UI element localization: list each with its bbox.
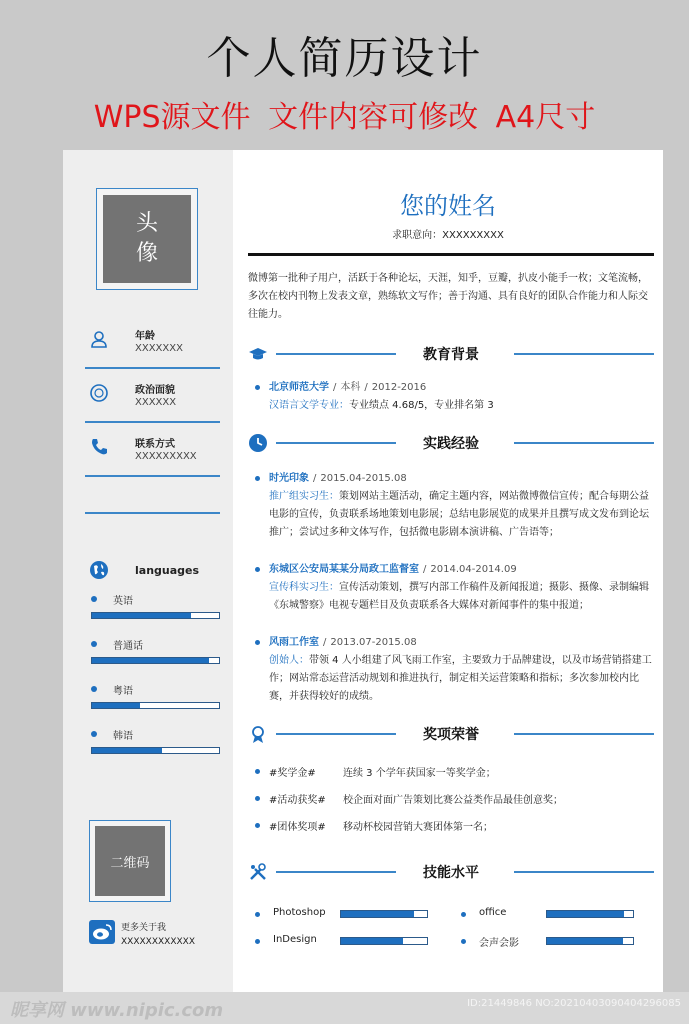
study-years: 2012-2016	[371, 382, 427, 393]
watermark-id: ID:21449846 NO:20210403090404296085	[467, 998, 681, 1009]
skill-name: InDesign	[273, 934, 317, 945]
language-fill	[92, 748, 162, 753]
skill-bar	[340, 910, 428, 918]
skill-bar	[546, 937, 634, 945]
bullet-dot	[255, 796, 260, 801]
info-value: XXXXXXXXX	[135, 451, 197, 462]
banner-title: 个人简历设计	[206, 33, 483, 84]
section-line	[514, 353, 654, 355]
photo-placeholder[interactable]	[103, 195, 191, 283]
bullet-dot	[91, 641, 97, 647]
practice-entry: 风雨工作室 / 2013.07-2015.08 创始人：带领 4 人小组建了风飞雨工作室，主要致力于品牌建设，以及市场营销搭建工作；网站常态运营活动规划和推进执行，制定相关运营策略和指标；多次参加校内比赛，并获得较好的成绩。	[255, 634, 655, 706]
language-name: 粤语	[113, 686, 133, 697]
skill-name: office	[479, 907, 507, 918]
language-name: 韩语	[113, 731, 133, 742]
skill-item	[255, 934, 445, 952]
qr-code-placeholder[interactable]: 二维码	[95, 826, 165, 896]
info-label: 年龄	[135, 331, 155, 342]
education-entry: 北京师范大学 / 本科 / 2012-2016 汉语言文学专业：专业绩点 4.68/5，专业排名第 3	[255, 379, 655, 415]
section-line	[276, 442, 396, 444]
header-rule	[248, 253, 654, 256]
section-awards	[248, 722, 654, 746]
info-value: XXXXXX	[135, 397, 177, 408]
practice-period: 2015.04-2015.08	[320, 473, 407, 484]
graduation-cap-icon	[248, 344, 268, 364]
bullet-dot	[255, 385, 260, 390]
bullet-dot	[91, 731, 97, 737]
user-icon	[89, 329, 109, 349]
skill-bar	[340, 937, 428, 945]
bullet-dot	[91, 596, 97, 602]
bullet-dot	[91, 686, 97, 692]
skill-fill	[547, 938, 623, 944]
language-bar	[91, 747, 220, 754]
photo-text-1: 头	[135, 211, 158, 236]
language-name: 普通话	[113, 641, 143, 652]
section-title: 奖项荣誉	[423, 727, 479, 743]
major-detail: 专业绩点 4.68/5，专业排名第 3	[349, 400, 494, 411]
info-value: XXXXXXX	[135, 343, 183, 354]
section-title: 技能水平	[423, 865, 479, 881]
section-line	[514, 871, 654, 873]
section-line	[514, 733, 654, 735]
bullet-dot	[255, 567, 260, 572]
languages-title: languages	[135, 564, 200, 577]
info-contact	[85, 433, 220, 477]
major: 汉语言文学专业：	[269, 400, 349, 411]
language-fill	[92, 703, 140, 708]
clock-icon	[248, 433, 268, 453]
section-education	[248, 342, 654, 366]
globe-icon	[89, 560, 109, 580]
award-desc: 校企面对面广告策划比赛公益类作品最佳创意奖；	[343, 795, 563, 806]
practice-entry: 时光印象 / 2015.04-2015.08 推广组实习生：策划网站主题活动，确定主题内容，网站微博微信宣传；配合每期公益电影的宣传，负责联系场地策划电影展；总结电影展览的成果并且撰写成文发布到论坛推广；尝试过多种文体写作，包括微电影剧本演讲稿、广告语等；	[255, 470, 655, 542]
job-intent: 求职意向：XXXXXXXXX	[392, 230, 504, 241]
photo-text-2: 像	[135, 241, 158, 266]
language-item	[91, 592, 221, 622]
language-bar	[91, 702, 220, 709]
weibo-icon[interactable]	[89, 920, 115, 944]
weibo-value: XXXXXXXXXXXX	[121, 937, 195, 947]
award-tag: #团体奖项#	[269, 822, 326, 833]
skill-fill	[341, 938, 403, 944]
skill-item	[461, 907, 651, 925]
badge-icon	[89, 383, 109, 403]
info-age	[85, 325, 220, 369]
bullet-dot	[461, 912, 466, 917]
language-fill	[92, 658, 209, 663]
practice-period: 2013.07-2015.08	[330, 637, 417, 648]
bullet-dot	[255, 640, 260, 645]
photo-frame	[96, 188, 198, 290]
practice-role: 创始人：	[269, 655, 309, 666]
bullet-dot	[255, 823, 260, 828]
weibo-label: 更多关于我	[121, 923, 167, 933]
resume-page	[63, 150, 663, 998]
info-label: 政治面貌	[135, 385, 175, 396]
practice-org: 风雨工作室	[269, 637, 319, 648]
sidebar-divider	[85, 512, 220, 514]
language-item	[91, 637, 221, 667]
practice-role: 推广组实习生：	[269, 491, 339, 502]
bullet-dot	[461, 939, 466, 944]
language-item	[91, 727, 221, 757]
section-title: 教育背景	[423, 347, 479, 363]
skill-fill	[547, 911, 624, 917]
phone-icon	[89, 437, 109, 457]
section-skills	[248, 860, 654, 884]
practice-org: 东城区公安局某某分局政工监督室	[269, 564, 419, 575]
bullet-dot	[255, 769, 260, 774]
bullet-dot	[255, 912, 260, 917]
degree: 本科	[340, 382, 361, 393]
section-line	[276, 353, 396, 355]
bullet-dot	[255, 476, 260, 481]
info-label: 联系方式	[135, 439, 175, 450]
candidate-name: 您的姓名	[400, 192, 496, 220]
qr-frame	[89, 820, 171, 902]
practice-role: 宣传科实习生：	[269, 582, 339, 593]
section-line	[276, 871, 396, 873]
medal-icon	[248, 724, 268, 744]
skill-item	[461, 934, 651, 952]
self-intro: 微博第一批种子用户，活跃于各种论坛，天涯，知乎，豆瓣，扒皮小能手一枚；文笔流畅，多次在校内刊物上发表文章，熟练软文写作；善于沟通、具有良好的团队合作能力和人际交往能力。	[248, 273, 648, 320]
section-practice	[248, 431, 654, 455]
school-name: 北京师范大学	[269, 382, 329, 393]
award-tag: #活动获奖#	[269, 795, 326, 806]
section-title: 实践经验	[423, 436, 479, 452]
info-political	[85, 379, 220, 423]
tools-icon	[248, 862, 268, 882]
skill-item	[255, 907, 445, 925]
banner-subtitle: WPS源文件 文件内容可修改 A4尺寸	[93, 100, 596, 135]
award-desc: 移动杯校园营销大赛团体第一名；	[343, 822, 493, 833]
watermark-brand: 昵享网 www.nipic.com	[10, 1000, 224, 1021]
practice-desc: 宣传活动策划，撰写内部工作稿件及新闻报道；摄影、摄像、录制编辑《东城警察》电视专题栏目及负责联系各大媒体对新闻事件的集中报道；	[269, 582, 649, 611]
section-line	[276, 733, 396, 735]
bullet-dot	[255, 939, 260, 944]
language-bar	[91, 612, 220, 619]
language-fill	[92, 613, 191, 618]
award-tag: #奖学金#	[269, 768, 316, 779]
sidebar	[63, 150, 233, 998]
practice-desc: 策划网站主题活动，确定主题内容，网站微博微信宣传；配合每期公益电影的宣传，负责联系场地策划电影展；总结电影展览的成果并且撰写成文发布到论坛推广；尝试过多种文体写作，包括微电影剧本演讲稿、广告语等；	[269, 491, 649, 538]
language-name: 英语	[113, 596, 133, 607]
award-desc: 连续 3 个学年获国家一等奖学金；	[343, 768, 496, 779]
skill-fill	[341, 911, 414, 917]
language-item	[91, 682, 221, 712]
main-content	[233, 150, 663, 998]
practice-desc: 带领 4 人小组建了风飞雨工作室，主要致力于品牌建设，以及市场营销搭建工作；网站常态运营活动规划和推进执行，制定相关运营策略和指标；多次参加校内比赛，并获得较好的成绩。	[269, 655, 652, 702]
skill-bar	[546, 910, 634, 918]
practice-org: 时光印象	[269, 473, 309, 484]
skill-name: 会声会影	[479, 938, 519, 949]
practice-entry: 东城区公安局某某分局政工监督室 / 2014.04-2014.09 宣传科实习生：宣传活动策划，撰写内部工作稿件及新闻报道；摄影、摄像、录制编辑《东城警察》电视专题栏目及负责联系各大媒体对新闻事件的集中报道；	[255, 561, 655, 615]
skill-name: Photoshop	[273, 907, 326, 918]
practice-period: 2014.04-2014.09	[430, 564, 517, 575]
section-line	[514, 442, 654, 444]
language-bar	[91, 657, 220, 664]
